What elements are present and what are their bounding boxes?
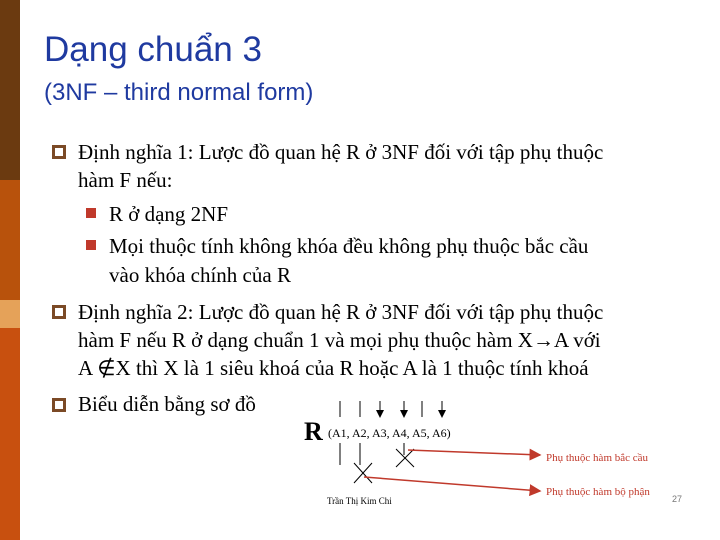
sub-bullet-icon (86, 240, 96, 250)
bullet-2-line-1: Định nghĩa 2: Lược đồ quan hệ R ở 3NF đối với tập phụ thuộc (78, 300, 604, 324)
bullet-2-line-3: A ∉X thì X là 1 siêu khoá của R hoặc A là 1 thuộc tính khoá (78, 356, 589, 380)
3nf-dependency-diagram (300, 395, 683, 510)
partial-dependency-label: Phụ thuộc hàm bộ phận (546, 486, 650, 498)
sidebar-decoration (0, 0, 20, 540)
transitive-dependency-label: Phụ thuộc hàm bắc cầu (546, 452, 649, 464)
bullet-square-icon (52, 398, 66, 412)
bullet-1-sub-2-line-2: vào khóa chính của R (109, 263, 291, 287)
bullet-square-icon (52, 145, 66, 159)
bullet-3: Biểu diễn bằng sơ đồ (78, 392, 256, 416)
page-number: 27 (672, 494, 683, 504)
bullet-1-sub-2-line-1: Mọi thuộc tính không khóa đều không phụ thuộc bắc cầu (109, 234, 589, 258)
bullet-1-line-2: hàm F nếu: (78, 168, 173, 192)
bullet-square-icon (52, 305, 66, 319)
bullet-1-sub-1: R ở dạng 2NF (109, 202, 229, 226)
relation-name: R (304, 417, 323, 446)
sidebar-block-orange (0, 180, 20, 300)
slide-subtitle: (3NF – third normal form) (44, 79, 314, 106)
slide-title: Dạng chuẩn 3 (44, 30, 262, 69)
footer-author: Trần Thị Kim Chi (327, 496, 392, 506)
sidebar-block-light (0, 300, 20, 328)
bullet-1-line-1: Định nghĩa 1: Lược đồ quan hệ R ở 3NF đối với tập phụ thuộc (78, 140, 604, 164)
bullet-2-line-2: hàm F nếu R ở dạng chuẩn 1 và mọi phụ thuộc hàm X→A với (78, 328, 601, 352)
relation-attributes: (A1, A2, A3, A4, A5, A6) (328, 426, 451, 440)
sidebar-block-bottom (0, 328, 20, 540)
sub-bullet-icon (86, 208, 96, 218)
sidebar-block-dark (0, 0, 20, 180)
